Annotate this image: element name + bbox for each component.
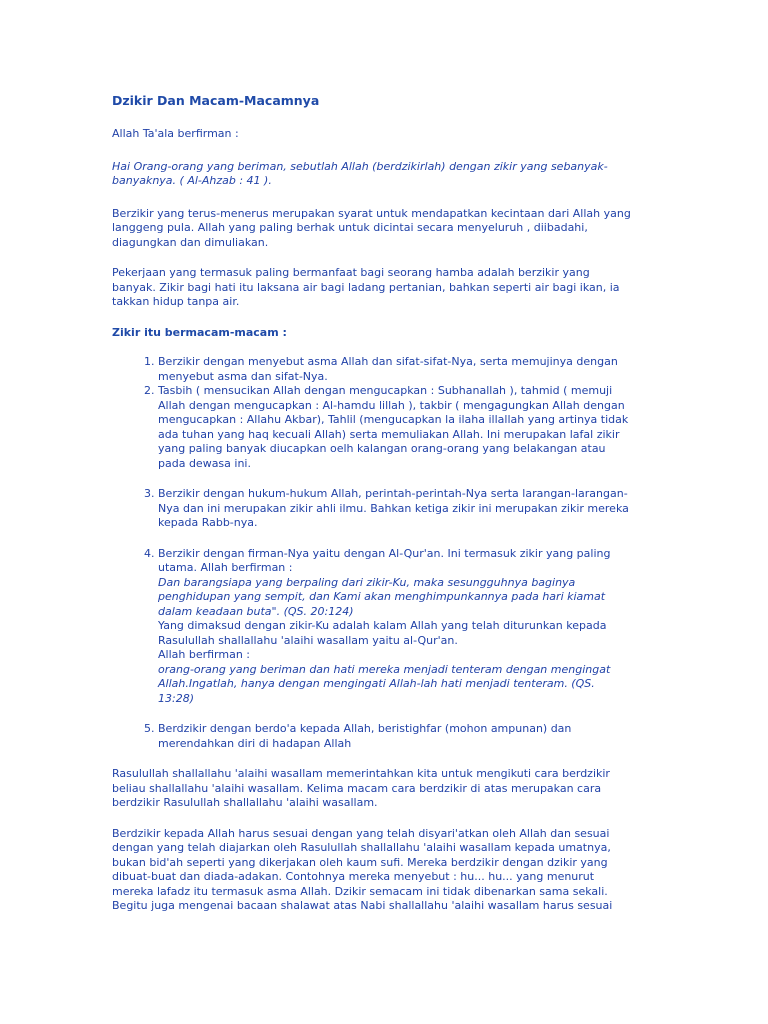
list-item: [158, 355, 632, 384]
paragraph: Berdzikir kepada Allah harus sesuai dengan yang telah disyari'atkan oleh Allah dan sesuai dengan yang telah diajarkan oleh Rasulullah shallallahu 'alaihi wasallam kepada umatnya, bukan bid'ah seperti yang dikerjakan oleh kaum sufi. Mereka berdzikir dengan dzikir yang dibuat-buat dan diada-adakan. Contohnya mereka menyebut : hu... hu... yang menurut mereka lafadz itu termasuk asma Allah. Dzikir semacam ini tidak dibenarkan sama sekali. Begitu juga mengenai bacaan shalawat atas Nabi shallallahu 'alaihi wasallam harus sesuai: [112, 826, 613, 912]
intro-text: Allah Ta'ala berfirman :: [112, 127, 239, 140]
list-item-text: 4. Berzikir dengan firman-Nya yaitu dengan Al-Qur'an. Ini termasuk zikir yang paling utama. Allah berfirman :: [158, 546, 611, 574]
paragraph: Rasulullah shallallahu 'alaihi wasallam memerintahkan kita untuk mengikuti cara berdzikir beliau shallallahu 'alaihi wasallam. Kelima macam cara berdzikir di atas merupakan cara berdzikir Rasulullah shallallahu 'alaihi wasallam.: [112, 767, 610, 809]
quran-verse: Hai Orang-orang yang beriman, sebutlah Allah (berdzikirlah) dengan zikir yang sebanyak-banyaknya. ( Al-Ahzab : 41 ).: [112, 159, 608, 187]
list-item-text: Allah berfirman :: [158, 648, 251, 661]
paragraph: Pekerjaan yang termasuk paling bermanfaat bagi seorang hamba adalah berzikir yang banyak. Zikir bagi hati itu laksana air bagi ladang pertanian, bahkan seperti air bagi ikan, ia takkan hidup tanpa air.: [112, 266, 620, 308]
list-item: [158, 547, 632, 707]
quran-quote: Dan barangsiapa yang berpaling dari zikir-Ku, maka sesungguhnya baginya penghidupan yang sempit, dan Kami akan menghimpunkannya pada hari kiamat dalam keadaan buta". (QS. 20:124): [158, 575, 606, 618]
list-item-text: Yang dimaksud dengan zikir-Ku adalah kalam Allah yang telah diturunkan kepada Rasulullah shallallahu 'alaihi wasallam yaitu al-Qur'an.: [158, 619, 607, 647]
list-item: [158, 487, 632, 531]
quran-quote: orang-orang yang beriman dan hati mereka menjadi tenteram dengan mengingat Allah.Ingatlah, hanya dengan mengingati Allah-lah hati menjadi tenteram. (QS. 13:28): [158, 662, 611, 705]
section-heading: Zikir itu bermacam-macam :: [112, 325, 287, 339]
zikir-types-list: [112, 355, 632, 751]
list-item: [158, 722, 632, 751]
paragraph: Berzikir yang terus-menerus merupakan syarat untuk mendapatkan kecintaan dari Allah yang langgeng pula. Allah yang paling berhak untuk dicintai secara menyeluruh , diibadahi, diagungkan dan dimuliakan.: [112, 206, 631, 249]
document-page: [112, 93, 632, 930]
list-item-text: Berzikir dengan hukum-hukum Allah, perintah-perintah-Nya serta larangan-larangan-Nya dan ini merupakan zikir ahli ilmu. Bahkan ketiga zikir ini merupakan zikir mereka kepada Rabb-nya.: [158, 487, 629, 529]
list-item-text: Berzikir dengan menyebut asma Allah dan sifat-sifat-Nya, serta memujinya dengan menyebut asma dan sifat-Nya.: [158, 355, 618, 383]
list-item: [158, 384, 632, 471]
list-item-text: Tasbih ( mensucikan Allah dengan mengucapkan : Subhanallah ), tahmid ( memuji Allah dengan mengucapkan : Al-hamdu lillah ), takbir ( mengagungkan Allah dengan mengucapkan : Allahu Akbar), Tahlil (mengucapkan la ilaha illallah yang artinya tidak ada tuhan yang haq kecuali Allah) serta memuliakan Allah. Ini merupakan lafal zikir yang paling banyak diucapkan oelh kalangan orang-orang yang belakangan atau pada dewasa ini.: [158, 384, 629, 470]
list-item-text: Berdzikir dengan berdo'a kepada Allah, beristighfar (mohon ampunan) dan merendahkan diri di hadapan Allah: [158, 722, 572, 750]
page-title: Dzikir Dan Macam-Macamnya: [112, 93, 320, 108]
